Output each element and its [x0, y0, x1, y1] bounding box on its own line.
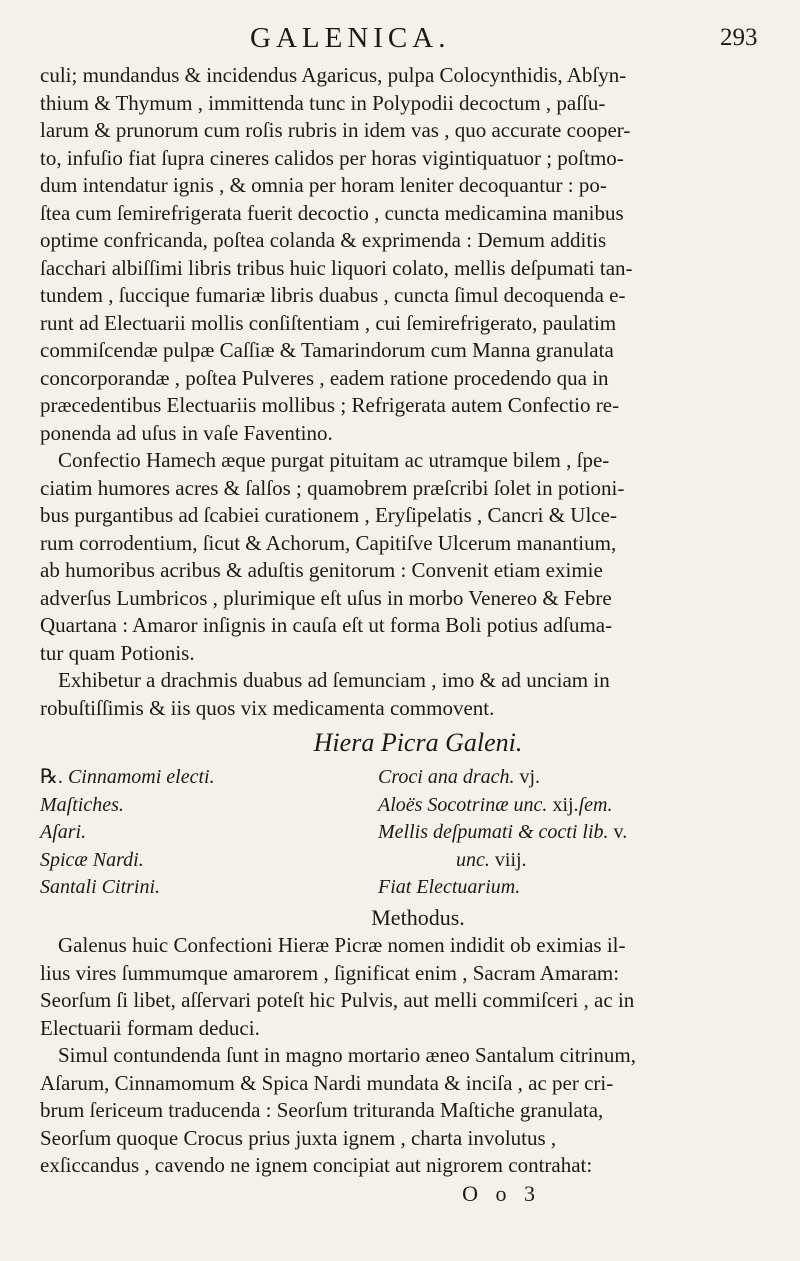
text-line: tundem , ſuccique fumariæ libris duabus , cuncta ſimul decoquenda e-	[40, 283, 626, 307]
page-header	[0, 18, 800, 58]
text-line: Confectio Hamech æque purgat pituitam ac utramque bilem , ſpe-	[58, 448, 610, 472]
ingredient-quantity: v.	[613, 821, 628, 843]
text-line: Electuarii formam deduci.	[40, 1015, 260, 1040]
text-line: exſiccandus , cavendo ne ignem concipiat aut nigrorem contrahat:	[40, 1153, 593, 1177]
recipe-ingredients	[40, 764, 796, 904]
ingredient	[40, 874, 360, 902]
paragraph-2	[40, 447, 796, 667]
ingredient-name: Aloës Socotrinæ unc.	[378, 793, 548, 816]
text-line: adverſus Lumbricos , plurimique eſt uſus in morbo Venereo & Febre	[40, 585, 612, 610]
ingredient	[40, 819, 360, 847]
text-line: præcedentibus Electuariis mollibus ; Refrigerata autem Confectio re-	[40, 393, 620, 417]
text-line: Aſarum, Cinnamomum & Spica Nardi mundata & inciſa , ac per cri-	[40, 1070, 614, 1095]
signature-mark: O o 3	[462, 1180, 541, 1206]
text-line: bus purgantibus ad ſcabiei curationem , Eryſipelatis , Cancri & Ulce-	[40, 503, 617, 527]
ingredient-quantity: vj.	[519, 766, 541, 788]
text-line: ſacchari albiſſimi libris tribus huic liquori colato, mellis deſpumati tan-	[40, 255, 633, 280]
ingredient-name: Croci ana drach.	[378, 766, 515, 788]
text-line: concorporandæ , poſtea Pulveres , eadem ratione procedendo qua in	[40, 365, 609, 390]
recipe-title: Hiera Picra Galeni.	[313, 728, 523, 757]
text-line: Quartana : Amaror inſignis in cauſa eſt ut forma Boli potius adſuma-	[40, 613, 613, 637]
text-line: commiſcendæ pulpæ Caſſiæ & Tamarindorum cum Manna granulata	[40, 338, 614, 362]
ingredient-name: Mellis deſpumati & cocti lib.	[378, 821, 609, 843]
ingredient-quantity: xij.	[552, 793, 579, 816]
text-line: ſtea cum ſemirefrigerata fuerit decoctio , cuncta medicamina manibus	[40, 200, 624, 225]
text-line: rum corrodentium, ſicut & Achorum, Capitiſve Ulcerum manantium,	[40, 530, 617, 555]
text-line: brum ſericeum traducenda : Seorſum trituranda Maſtiche granulata,	[40, 1098, 604, 1122]
text-line: dum intendatur ignis , & omnia per horam leniter decoquantur : po-	[40, 173, 607, 197]
text-line: Exhibetur a drachmis duabus ad ſemunciam , imo & ad unciam in	[58, 668, 610, 692]
recipe-symbol: ℞.	[40, 766, 63, 788]
text-line: runt ad Electuarii mollis conſiſtentiam , cui ſemirefrigerato, paulatim	[40, 310, 617, 335]
ingredient-name: Aſari.	[40, 821, 87, 843]
paragraph-4	[40, 932, 796, 1042]
ingredient-name: Maſtiches.	[40, 793, 124, 816]
paragraph-5	[40, 1042, 796, 1180]
text-line: thium & Thymum , immittenda tunc in Polypodii decoctum , paſſu-	[40, 90, 606, 115]
running-head: GALENICA.	[250, 22, 451, 54]
ingredient	[40, 792, 360, 820]
text-line: Galenus huic Confectioni Hieræ Picræ nomen indidit ob eximias il-	[58, 933, 626, 957]
ingredient-name: Cinnamomi electi.	[67, 766, 215, 788]
text-line: lius vires ſummumque amarorem , ſignificat enim , Sacram Amaram:	[40, 960, 620, 985]
recipe-left-column	[40, 764, 360, 902]
text-line: larum & prunorum cum roſis rubris in idem vas , quo accurate cooper-	[40, 118, 631, 142]
page-number: 293	[720, 24, 758, 51]
ingredient-name: Fiat Electuarium.	[378, 876, 521, 898]
text-line: optime confricanda, poſtea colanda & exprimenda : Demum additis	[40, 228, 607, 252]
ingredient-name: Spicæ Nardi.	[40, 848, 144, 871]
ingredient	[378, 764, 798, 792]
ingredient	[40, 764, 360, 792]
ingredient	[378, 847, 798, 875]
ingredient	[378, 819, 798, 847]
paragraph-3	[40, 667, 796, 722]
ingredient-quantity: viij.	[494, 848, 527, 871]
recipe-right-column	[378, 764, 798, 902]
ingredient-suffix: ſem.	[578, 793, 613, 816]
text-line: robuſtiſſimis & iis quos vix medicamenta commovent.	[40, 695, 495, 720]
ingredient	[378, 792, 798, 820]
methodus-heading: Methodus.	[371, 905, 465, 930]
paragraph-1	[40, 62, 796, 447]
body-text	[40, 62, 796, 1208]
text-line: tur quam Potionis.	[40, 640, 195, 665]
text-line: Simul contundenda ſunt in magno mortario æneo Santalum citrinum,	[58, 1043, 637, 1067]
text-line: to, infuſio fiat ſupra cineres calidos per horas vigintiquatuor ; poſtmo-	[40, 145, 624, 170]
text-line: Seorſum quoque Crocus prius juxta ignem , charta involutus ,	[40, 1125, 557, 1150]
text-line: ponenda ad uſus in vaſe Faventino.	[40, 420, 333, 445]
ingredient	[378, 874, 798, 902]
text-line: culi; mundandus & incidendus Agaricus, pulpa Colocynthidis, Abſyn-	[40, 63, 627, 87]
ingredient-name: unc.	[456, 848, 490, 871]
ingredient	[40, 847, 360, 875]
text-line: Seorſum ſi libet, aſſervari poteſt hic Pulvis, aut melli commiſceri , ac in	[40, 988, 635, 1012]
ingredient-name: Santali Citrini.	[40, 876, 161, 898]
text-line: ciatim humores acres & ſalſos ; quamobrem præſcribi ſolet in potioni-	[40, 475, 625, 500]
text-line: ab humoribus acribus & aduſtis genitorum : Convenit etiam eximie	[40, 558, 603, 582]
